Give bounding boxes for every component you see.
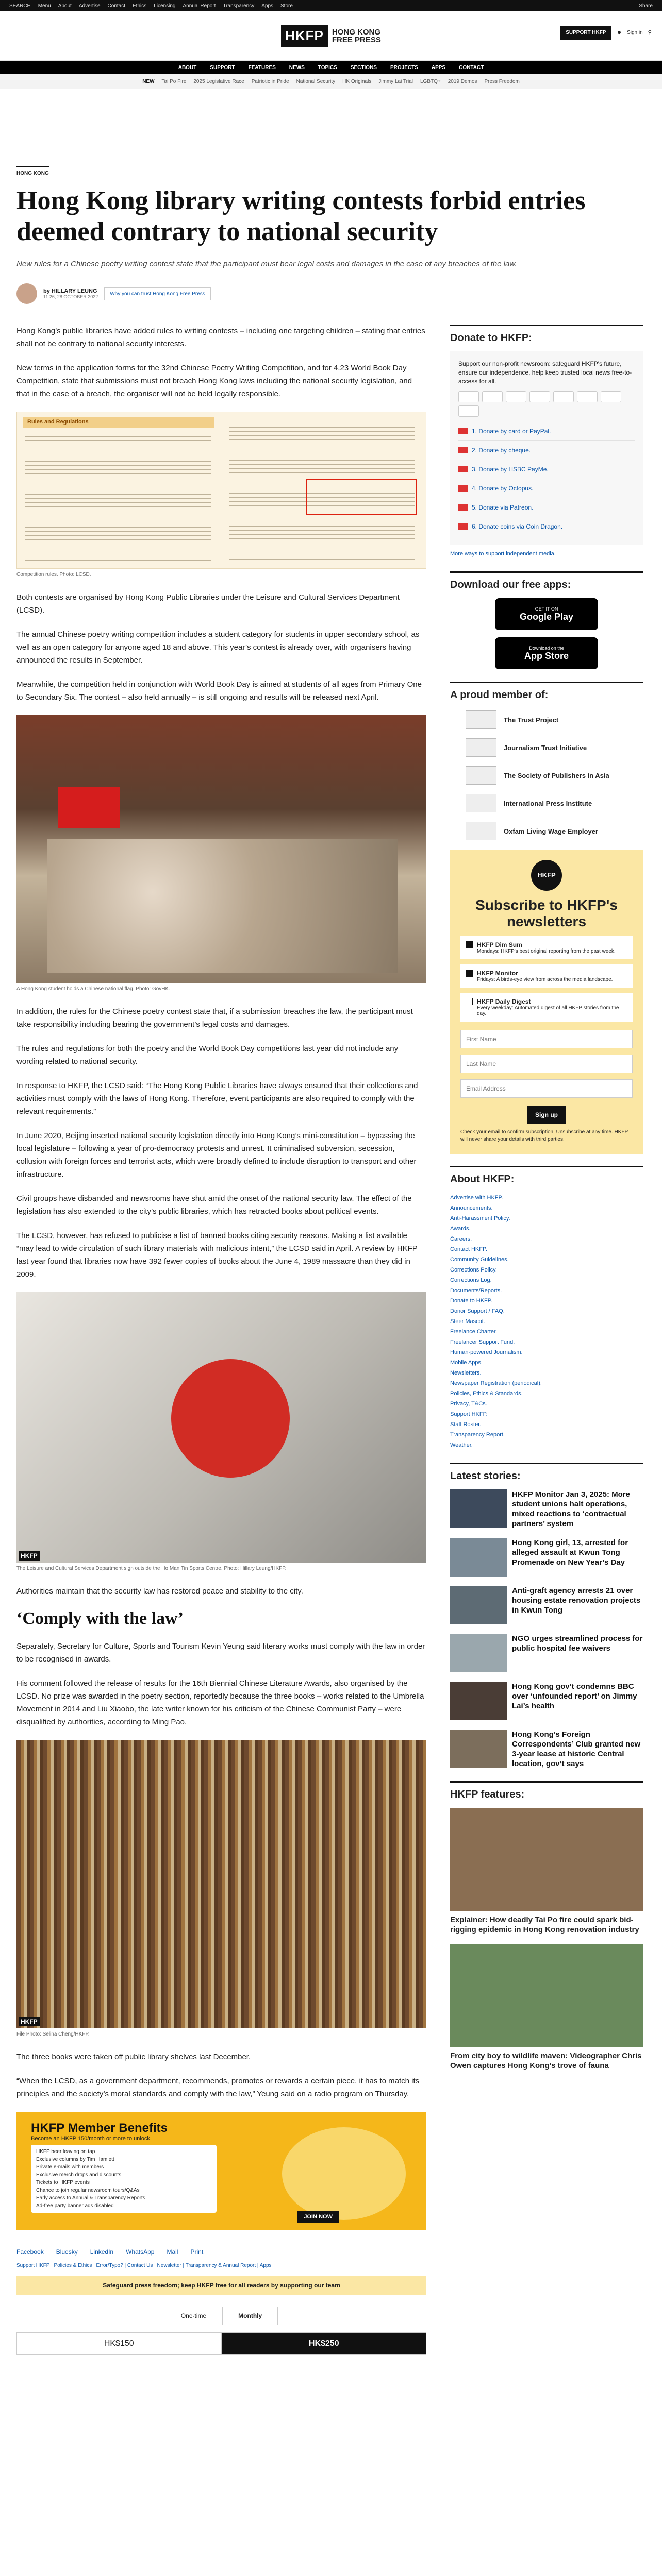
paragraph: The annual Chinese poetry writing competition includes a student category for students in upper secondary school, as well as an open category for anyone aged 18 and above. This year’s contest is already over, with organisers having announced the results in September. [16, 630, 420, 665]
checkbox-checked-icon[interactable] [466, 941, 473, 948]
payme-icon [458, 466, 468, 472]
paragraph: In addition, the rules for the Chinese poetry contest state that, if a submission breaches the law, the participant must take responsibility including bearing the government’s legal costs and damages. [16, 1007, 413, 1029]
social-share-label[interactable]: Share [639, 3, 653, 9]
safeguard-banner[interactable]: Safeguard press freedom; keep HKFP free for all readers by supporting our team [16, 2276, 426, 2295]
byline [16, 283, 646, 304]
nav-item[interactable]: CONTACT [459, 64, 484, 71]
member-org[interactable] [466, 794, 643, 812]
search-link[interactable]: SEARCH [9, 3, 31, 9]
section-heading: ‘Comply with the law’ [16, 1609, 184, 1628]
share-bluesky[interactable]: Bluesky [56, 2248, 78, 2256]
about-link[interactable]: Corrections Log. [450, 1277, 492, 1283]
about-link[interactable]: Freelance Charter. [450, 1329, 498, 1335]
member-heading: A proud member of: [450, 682, 643, 701]
trending-link[interactable]: Press Freedom [484, 78, 520, 84]
signin-link[interactable]: Sign in [627, 30, 643, 36]
org-logo [466, 794, 496, 812]
paragraph: Separately, Secretary for Culture, Sports and Tourism Kevin Yeung said literary works must comply with the law in order to be recognised in awards. [16, 1642, 425, 1664]
trending-link[interactable]: HK Originals [342, 78, 372, 84]
badge-small: Download on the [529, 645, 564, 651]
newsletter-signup [450, 850, 643, 1154]
topbar-link[interactable]: About [58, 3, 72, 9]
badge-small: GET IT ON [535, 606, 558, 612]
donate-method[interactable] [458, 498, 635, 517]
payment-card-icon [458, 391, 479, 402]
donate-method-label: 1. Donate by card or PayPal. [472, 428, 551, 435]
more-ways-link[interactable]: More ways to support independent media. [450, 551, 556, 557]
donate-method-label: 4. Donate by Octopus. [472, 485, 534, 492]
author-avatar [16, 283, 37, 304]
logo-mark: HKFP [281, 25, 328, 47]
students-flag-photo [16, 715, 426, 983]
trending-link[interactable]: National Security [296, 78, 336, 84]
story-title: Hong Kong gov’t condemns BBC over ‘unfounded report’ on Jimmy Lai’s health [512, 1682, 637, 1710]
benefit-item: Chance to join regular newsroom tours/Q&As [36, 2188, 140, 2193]
donate-method-label: 2. Donate by cheque. [472, 447, 531, 454]
benefit-list [31, 2145, 217, 2213]
latest-story[interactable] [450, 1489, 643, 1529]
feature-title: From city boy to wildlife maven: Videographer Chris Owen captures Hong Kong’s trove of fauna [450, 2052, 642, 2070]
image-caption: A Hong Kong student holds a Chinese national flag. Photo: GovHK. [16, 986, 170, 992]
about-link[interactable]: Transparency Report. [450, 1432, 505, 1438]
nav-item[interactable]: SECTIONS [350, 64, 377, 71]
latest-story[interactable] [450, 1634, 643, 1672]
about-link[interactable]: Documents/Reports. [450, 1287, 502, 1294]
newsletter-option[interactable] [460, 964, 633, 988]
share-facebook[interactable]: Facebook [16, 2248, 44, 2256]
paragraph: New terms in the application forms for the 32nd Chinese Poetry Writing Competition, and for 4.23 World Book Day Competition, state that submissions must not breach Hong Kong laws including the national security legislation, and that in the case of a breach, the organiser will not be held legally responsible. [16, 364, 412, 398]
trending-link[interactable]: Tai Po Fire [161, 78, 187, 84]
feature-thumbnail [450, 1944, 643, 2047]
paragraph: His comment followed the release of results for the 16th Biennial Chinese Literature Awards, also organised by the LCSD. No prize was awarded in the poetry section, reportedly because the three books – works related to the Umbrella Movement in 2014 and Liu Xiaobo, the late writer known for his criticism of the Chinese Communist Party – were disqualified by authorities, according to Ming Pao. [16, 1679, 424, 1726]
top-utility-bar [0, 0, 662, 11]
benefit-item: HKFP beer leaving on tap [36, 2149, 95, 2155]
nav-item[interactable]: APPS [431, 64, 446, 71]
paragraph: The rules and regulations for both the poetry and the World Book Day competitions last year did not include any wording related to national security. [16, 1044, 399, 1066]
topbar-link[interactable]: Transparency [223, 3, 255, 9]
flag-shape [58, 787, 120, 828]
story-title: Anti-graft agency arrests 21 over housing estate renovation projects in Kwun Tong [512, 1586, 641, 1615]
section-label[interactable]: HONG KONG [16, 166, 49, 176]
user-icon[interactable]: ☻ [616, 30, 622, 36]
main-nav [0, 61, 662, 74]
lcsd-sign-photo [16, 1292, 426, 1563]
article-footer-links[interactable]: Support HKFP | Policies & Ethics | Error/Typo? | Contact Us | Newsletter | Transparency & Annual Report | Apps [16, 2263, 272, 2268]
banner-title: HKFP Member Benefits [31, 2121, 168, 2135]
watermark-logo: HKFP [19, 1551, 40, 1561]
org-name: The Trust Project [504, 716, 559, 724]
search-icon[interactable]: ⚲ [648, 30, 652, 36]
about-list [450, 1193, 643, 1450]
about-link[interactable]: Anti-Harassment Policy. [450, 1215, 510, 1222]
share-linkedin[interactable]: LinkedIn [90, 2248, 114, 2256]
nav-item[interactable]: SUPPORT [210, 64, 235, 71]
support-button[interactable]: SUPPORT HKFP [560, 26, 611, 40]
story-thumbnail [450, 1682, 507, 1720]
paragraph: Meanwhile, the competition held in conjunction with World Book Day is aimed at students of all ages from Primary One to Secondary Six. The contest – also held annually – is still ongoing and results will be released next April. [16, 680, 422, 702]
org-name: The Society of Publishers in Asia [504, 771, 609, 779]
first-name-field[interactable] [460, 1030, 633, 1048]
feature-story[interactable] [450, 1944, 643, 2071]
badge-label: Google Play [519, 611, 574, 622]
join-now-button[interactable]: JOIN NOW [297, 2211, 339, 2223]
payment-card-icon [529, 391, 550, 402]
highlight-box [306, 479, 417, 515]
about-heading: About HKFP: [450, 1166, 643, 1185]
latest-story[interactable] [450, 1682, 643, 1720]
about-link[interactable]: Corrections Policy. [450, 1267, 497, 1273]
checkbox-icon[interactable] [466, 998, 473, 1005]
rules-text-left [25, 433, 211, 562]
topbar-link[interactable]: Advertise [78, 3, 101, 9]
about-link[interactable]: Privacy, T&Cs. [450, 1401, 487, 1407]
trending-link[interactable]: 2019 Demos [448, 78, 477, 84]
option-desc: Every weekday: Automated digest of all HKFP stories from the day. [477, 1005, 619, 1016]
payment-card-icon [458, 405, 479, 417]
latest-story[interactable] [450, 1538, 643, 1577]
payment-card-icon [553, 391, 574, 402]
story-thumbnail [450, 1634, 507, 1672]
latest-heading: Latest stories: [450, 1463, 643, 1482]
email-field[interactable] [460, 1079, 633, 1098]
paragraph: Civil groups have disbanded and newsrooms have shut amid the onset of the national security law. The effect of the legislation has also extended to the city’s public libraries, which has retracted books about political events. [16, 1194, 412, 1216]
amount-option[interactable]: HK$150 [16, 2332, 222, 2355]
badge-label: App Store [524, 650, 569, 661]
newsletter-note: Check your email to confirm subscription. Unsubscribe at any time. HKFP will never share your details with third parties. [460, 1129, 628, 1142]
trending-link[interactable]: Patriotic in Pride [251, 78, 289, 84]
payment-card-icon [482, 391, 503, 402]
payment-card-icon [601, 391, 621, 402]
paragraph: Both contests are organised by Hong Kong Public Libraries under the Leisure and Cultural Services Department (LCSD). [16, 593, 400, 615]
story-thumbnail [450, 1538, 507, 1577]
trending-link[interactable]: LGBTQ+ [420, 78, 441, 84]
watermark-logo: HKFP [19, 2017, 40, 2026]
donate-method-label: 6. Donate coins via Coin Dragon. [472, 523, 563, 530]
paragraph: The LCSD, however, has refused to publicise a list of banned books citing security reasons. Making a list available “may lead to wide circulation of such library materials with malicious intent,” the LCSD said in April. A review by HKFP last year found that libraries now have 392 fewer copies of books about the June 4, 1989 massacre than they did in 2009. [16, 1231, 418, 1279]
logo-line: HONG KONG [332, 27, 381, 37]
payment-card-icon [577, 391, 598, 402]
article-wrapper [16, 89, 646, 2355]
latest-story[interactable] [450, 1586, 643, 1624]
about-link[interactable]: Newspaper Registration (periodical). [450, 1380, 542, 1386]
about-link[interactable]: Newsletters. [450, 1370, 482, 1376]
donate-method[interactable] [458, 441, 635, 460]
benefit-item: Exclusive merch drops and discounts [36, 2172, 122, 2178]
last-name-field[interactable] [460, 1055, 633, 1073]
benefit-item: Early access to Annual & Transparency Reports [36, 2195, 145, 2201]
about-link[interactable]: Awards. [450, 1226, 471, 1232]
about-link[interactable]: Mobile Apps. [450, 1360, 483, 1366]
share-print[interactable]: Print [190, 2248, 204, 2256]
nav-item[interactable]: ABOUT [178, 64, 197, 71]
donate-method-label: 3. Donate by HSBC PayMe. [472, 466, 549, 473]
octopus-icon [458, 485, 468, 492]
org-logo [466, 710, 496, 729]
library-shelves-photo [16, 1740, 426, 2028]
about-link[interactable]: Contact HKFP. [450, 1246, 487, 1252]
topbar-link[interactable]: Store [280, 3, 293, 9]
newsletter-option[interactable] [460, 936, 633, 959]
topbar-link[interactable]: Contact [107, 3, 125, 9]
trust-link[interactable]: Why you can trust Hong Kong Free Press [104, 287, 211, 300]
students-crowd [47, 839, 398, 973]
about-link[interactable]: Freelancer Support Fund. [450, 1339, 515, 1345]
paragraph: In response to HKFP, the LCSD said: “The Hong Kong Public Libraries have always ensured that their collections and activities must comply with the laws of Hong Kong. Therefore, event participants are also required to comply with the relevant requirements.” [16, 1081, 418, 1116]
paragraph: Hong Kong’s public libraries have added rules to writing contests – including one targeting children – stating that entries shall not be contrary to national security interests. [16, 327, 425, 348]
about-link[interactable]: Announcements. [450, 1205, 493, 1211]
member-org[interactable] [466, 738, 643, 757]
about-link[interactable]: Donor Support / FAQ. [450, 1308, 505, 1314]
app-store-badge[interactable] [495, 637, 598, 669]
donation-amounts [16, 2332, 426, 2355]
banner-sub: Become an HKFP 150/month or more to unlock [31, 2136, 150, 2142]
member-org[interactable] [466, 710, 643, 729]
about-link[interactable]: Human-powered Journalism. [450, 1349, 523, 1355]
tab-one-time[interactable]: One-time [165, 2307, 222, 2325]
org-logo [466, 766, 496, 785]
feature-title: Explainer: How deadly Tai Po fire could spark bid-rigging epidemic in Hong Kong renovation industry [450, 1916, 639, 1934]
payment-icons [458, 391, 635, 417]
org-name: Journalism Trust Initiative [504, 743, 587, 752]
share-mail[interactable]: Mail [167, 2248, 178, 2256]
benefit-item: Private e-mails with members [36, 2164, 104, 2170]
rules-heading: Rules and Regulations [23, 417, 214, 428]
donate-heading: Donate to HKFP: [450, 325, 643, 344]
features-heading: HKFP features: [450, 1781, 643, 1801]
image-caption: Competition rules. Photo: LCSD. [16, 572, 91, 578]
story-thumbnail [450, 1586, 507, 1624]
story-title: Hong Kong’s Foreign Correspondents’ Club granted new 3-year lease at historic Central location, gov’t says [512, 1730, 641, 1768]
author-name[interactable]: by HILLARY LEUNG [43, 288, 97, 294]
donate-method[interactable] [458, 460, 635, 479]
image-caption: The Leisure and Cultural Services Department sign outside the Ho Man Tin Sports Centre. Photo: Hillary Leung/HKFP. [16, 1566, 287, 1571]
paragraph: “When the LCSD, as a government department, recommends, promotes or rewards a certain piece, it has to match its principles and the society’s moral standards and comply with the law,” Yeung said on a radio program on Thursday. [16, 2077, 420, 2098]
option-title: HKFP Dim Sum [477, 941, 522, 948]
nav-item[interactable]: NEWS [289, 64, 305, 71]
publish-date: 11:26, 28 OCTOBER 2022 [43, 294, 98, 299]
topbar-link[interactable]: Ethics [133, 3, 147, 9]
nav-item[interactable]: FEATURES [248, 64, 276, 71]
donate-method[interactable] [458, 422, 635, 441]
org-name: International Press Institute [504, 799, 592, 807]
amount-option-selected[interactable]: HK$250 [222, 2332, 427, 2355]
nav-item[interactable]: PROJECTS [390, 64, 418, 71]
share-links [16, 2242, 426, 2256]
topbar-link[interactable]: Apps [261, 3, 274, 9]
trending-bar [0, 74, 662, 89]
member-org[interactable] [466, 822, 643, 840]
trending-link[interactable]: Jimmy Lai Trial [378, 78, 413, 84]
option-title: HKFP Monitor [477, 970, 518, 977]
cheque-icon [458, 447, 468, 453]
about-link[interactable]: Staff Roster. [450, 1421, 482, 1428]
checkbox-checked-icon[interactable] [466, 970, 473, 977]
option-title: HKFP Daily Digest [477, 998, 531, 1005]
benefit-item: Exclusive columns by Tim Hamlett [36, 2157, 114, 2162]
donate-method-label: 5. Donate via Patreon. [472, 504, 534, 511]
story-title: HKFP Monitor Jan 3, 2025: More student unions halt operations, mixed reactions to ‘contractual partners’ system [512, 1490, 630, 1528]
tab-monthly[interactable]: Monthly [222, 2307, 278, 2325]
article-title: Hong Kong library writing contests forbid entries deemed contrary to national security [16, 186, 586, 246]
story-thumbnail [450, 1730, 507, 1768]
latest-story[interactable] [450, 1730, 643, 1769]
about-link[interactable]: Support HKFP. [450, 1411, 488, 1417]
benefit-item: Tickets to HKFP events [36, 2180, 90, 2185]
org-logo [466, 822, 496, 840]
topbar-link[interactable]: Licensing [154, 3, 176, 9]
about-link[interactable]: Community Guidelines. [450, 1257, 509, 1263]
rules-image [16, 412, 426, 569]
story-title: NGO urges streamlined process for public hospital fee waivers [512, 1634, 643, 1653]
newsletter-option[interactable] [460, 993, 633, 1022]
member-benefits-banner[interactable] [16, 2112, 426, 2230]
donate-box [450, 351, 643, 545]
mascot-illustration [282, 2127, 406, 2220]
donate-method[interactable] [458, 517, 635, 536]
story-thumbnail [450, 1489, 507, 1528]
paragraph: Authorities maintain that the security law has restored peace and stability to the city. [16, 1587, 303, 1596]
option-desc: Mondays: HKFP's best original reporting from the past week. [477, 948, 616, 954]
coin-icon [458, 523, 468, 530]
feature-story[interactable] [450, 1808, 643, 1935]
org-logo [466, 738, 496, 757]
patreon-icon [458, 504, 468, 511]
site-header [0, 11, 662, 61]
org-name: Oxfam Living Wage Employer [504, 827, 599, 835]
nav-item[interactable]: TOPICS [318, 64, 337, 71]
about-link[interactable]: Advertise with HKFP. [450, 1195, 503, 1201]
donation-frequency-tabs [16, 2307, 426, 2325]
lcsd-logo-shape [171, 1359, 290, 1478]
article-body [16, 325, 426, 2355]
member-org[interactable] [466, 766, 643, 785]
signup-button[interactable]: Sign up [527, 1106, 566, 1124]
about-link[interactable]: Policies, Ethics & Standards. [450, 1391, 523, 1397]
benefit-item: Ad-free party banner ads disabled [36, 2203, 114, 2209]
article-dek: New rules for a Chinese poetry writing contest state that the participant must bear legal costs and damages in the case of any breaches of the law. [16, 260, 517, 268]
story-title: Hong Kong girl, 13, arrested for alleged assault at Kwun Tong Promenade on New Year’s Day [512, 1538, 628, 1567]
feature-thumbnail [450, 1808, 643, 1911]
paragraph: In June 2020, Beijing inserted national security legislation directly into Hong Kong’s mini-constitution – bypassing the local legislature – following a year of pro-democracy protests and unrest. It criminalised subversion, secession, collusion with foreign forces and terrorist acts, which were broadly defined to include disruption to transport and other infrastructure. [16, 1131, 417, 1179]
donate-method[interactable] [458, 479, 635, 498]
about-link[interactable]: Steer Mascot. [450, 1318, 485, 1325]
new-label: NEW [142, 78, 155, 84]
google-play-badge[interactable] [495, 598, 598, 630]
option-desc: Fridays: A birds-eye view from across the media landscape. [477, 977, 613, 982]
topbar-link[interactable]: Annual Report [183, 3, 216, 9]
card-icon [458, 428, 468, 434]
trending-link[interactable]: 2025 Legislative Race [193, 78, 244, 84]
logo-wordmark [332, 28, 381, 44]
newsletter-title: Subscribe to HKFP's newsletters [475, 897, 618, 929]
share-whatsapp[interactable]: WhatsApp [126, 2248, 155, 2256]
about-link[interactable]: Donate to HKFP. [450, 1298, 492, 1304]
sidebar [450, 325, 643, 2355]
about-link[interactable]: Weather. [450, 1442, 473, 1448]
hkfp-round-logo: HKFP [531, 860, 562, 891]
payment-card-icon [506, 391, 526, 402]
donate-text: Support our non-profit newsroom: safeguard HKFP's future, ensure our independence, help keep trusted local news free-to-access for all. [458, 360, 632, 385]
apps-heading: Download our free apps: [450, 571, 643, 591]
paragraph: The three books were taken off public library shelves last December. [16, 2053, 251, 2061]
about-link[interactable]: Careers. [450, 1236, 472, 1242]
logo-line: FREE PRESS [332, 35, 381, 44]
header-actions [560, 26, 652, 40]
menu-link[interactable]: Menu [38, 3, 51, 9]
image-caption: File Photo: Selina Cheng/HKFP. [16, 2031, 90, 2037]
site-logo[interactable] [281, 25, 381, 47]
